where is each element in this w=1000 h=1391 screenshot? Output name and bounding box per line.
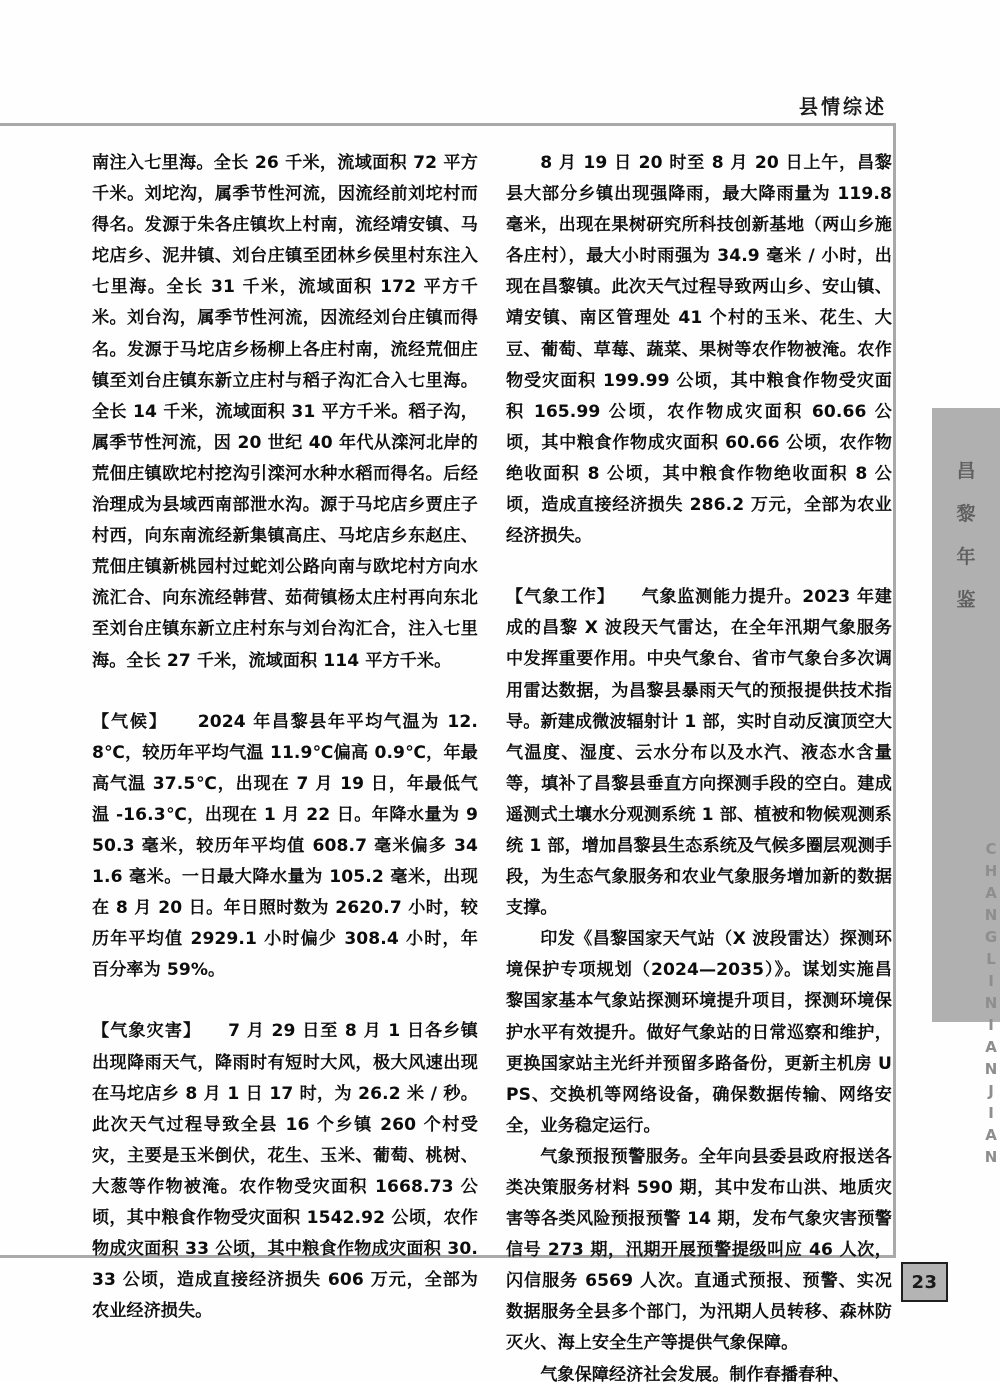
text-frame-top-rule bbox=[0, 123, 896, 126]
text-frame-right-rule bbox=[893, 123, 896, 1258]
paragraph-text: 7 月 29 日至 8 月 1 日各乡镇出现降雨天气，降雨时有短时大风，极大风速出现在马坨店乡 8 月 1 日 17 时，为 26.2 米 / 秒。此次天气过程导致全县 16 个乡镇 260 个村受灾，主要是玉米倒伏，花生、玉米、葡萄、桃树、大葱等作物被淹。农作物受灾面积 1668.73 公顷，其中粮食作物受灾面积 1542.92 公顷，农作物成灾面积 33 公顷，其中粮食作物成灾面积 30.33 公顷，造成直接经济损失 606 万元，全部为农业经济损失。 bbox=[92, 1021, 478, 1322]
paragraph-economic-social-support bbox=[506, 1360, 892, 1391]
paragraph-meteorological-disaster bbox=[92, 1016, 478, 1327]
paragraph-text: 南注入七里海。全长 26 千米，流域面积 72 平方千米。刘坨沟，属季节性河流，因流经前刘坨村而得名。发源于朱各庄镇坎上村南，流经靖安镇、马坨店乡、泥井镇、刘台庄镇至团林乡侯里村东注入七里海。全长 31 千米，流域面积 172 平方千米。刘台沟，属季节性河流，因流经刘台庄镇而得名。发源于马坨店乡杨柳上各庄村南，流经荒佃庄镇至刘台庄镇东新立庄村与稻子沟汇合入七里海。全长 14 千米，流域面积 31 平方千米。稻子沟，属季节性河流，因 20 世纪 40 年代从滦河北岸的荒佃庄镇欧坨村挖沟引滦河水种水稻而得名。后经治理成为县域西南部泄水沟。源于马坨店乡贾庄子村西，向东南流经新集镇高庄、马坨店乡东赵庄、荒佃庄镇新桃园村过蛇刘公路向南与欧坨村方向水流汇合、向东流经韩营、茹荷镇杨太庄村再向东北至刘台庄镇东新立庄村东与刘台沟汇合，注入七里海。全长 27 千米，流域面积 114 平方千米。 bbox=[92, 153, 478, 671]
paragraph-august-rainstorm bbox=[506, 148, 892, 552]
section-heading-meteorological-disaster: 【气象灾害】 bbox=[92, 1021, 202, 1042]
paragraph-text: 气象保障经济社会发展。制作春播春种、 bbox=[540, 1364, 850, 1385]
side-tab-pinyin: CHANGLINIANJIAN bbox=[982, 840, 1000, 1170]
left-text-column bbox=[92, 148, 478, 1322]
section-heading-meteorological-work: 【气象工作】 bbox=[506, 587, 615, 608]
page-number: 23 bbox=[911, 1271, 938, 1293]
right-text-column bbox=[506, 148, 892, 1385]
paragraph-meteorological-work bbox=[506, 582, 892, 924]
paragraph-climate bbox=[92, 707, 478, 987]
page-number-badge bbox=[901, 1262, 948, 1302]
paragraph-text: 印发《昌黎国家天气站（X 波段雷达）探测环境保护专项规划（2024—2035）》。谋划实施昌黎国家基本气象站探测环境提升项目，探测环境保护水平有效提升。做好气象站的日常巡察和维护，更换国家站主光纤并预留多路备份，更新主机房 UPS、交换机等网络设备，确保数据传输、网络安全，业务稳定运行。 bbox=[506, 929, 892, 1136]
side-tab-chinese-title bbox=[932, 450, 1000, 622]
paragraph-text: 2024 年昌黎县年平均气温为 12.8℃，较历年平均气温 11.9℃偏高 0.9℃，年最高气温 37.5℃，出现在 7 月 19 日，年最低气温 -16.3℃，出现在 1 月 22 日。年降水量为 950.3 毫米，较历年平均值 608.7 毫米偏多 341.6 毫米。一日最大降水量为 105.2 毫米，出现在 8 月 20 日。年日照时数为 2620.7 小时，较历年平均值 2929.1 小时偏少 308.4 小时，年百分率为 59%。 bbox=[92, 711, 478, 981]
paragraph-text: 气象监测能力提升。2023 年建成的昌黎 X 波段天气雷达，在全年汛期气象服务中发挥重要作用。中央气象台、省市气象台多次调用雷达数据，为昌黎县暴雨天气的预报提供技术指导。新建成微波辐射计 1 部，实时自动反演顶空大气温度、湿度、云水分布以及水汽、液态水含量等，填补了昌黎县垂直方向探测手段的空白。建成遥测式土壤水分观测系统 1 部、植被和物候观测系统 1 部，增加昌黎县生态系统及气候多圈层观测手段，为生态气象服务和农业气象服务增加新的数据支撑。 bbox=[506, 587, 892, 919]
heading-spacer bbox=[175, 712, 190, 732]
paragraph-text: 气象预报预警服务。全年向县委县政府报送各类决策服务材料 590 期，其中发布山洪、地质灾害等各类风险预报预警 14 期，发布气象灾害预警信号 273 期，汛期开展预警提级叫应 46 人次，闪信服务 6569 人次。直通式预报、预警、实况数据服务全县多个部门，为汛期人员转移、森林防灭火、海上安全生产等提供气象保障。 bbox=[506, 1146, 892, 1354]
side-tab-char-4: 鉴 bbox=[956, 589, 976, 611]
running-header bbox=[0, 92, 895, 119]
section-heading-climate: 【气候】 bbox=[92, 711, 168, 732]
side-tab-char-2: 黎 bbox=[956, 503, 976, 525]
running-header-title: 县情综述 bbox=[798, 95, 887, 119]
paragraph-text: 8 月 19 日 20 时至 8 月 20 日上午，昌黎县大部分乡镇出现强降雨，最大降雨量为 119.8 毫米，出现在果树研究所科技创新基地（两山乡施各庄村），最大小时雨强为 34.9 毫米 / 小时，出现在昌黎镇。此次天气过程导致两山乡、安山镇、靖安镇、南区管理处 41 个村的玉米、花生、大豆、葡萄、草莓、蔬菜、果树等农作物被淹。农作物受灾面积 199.99 公顷，其中粮食作物受灾面积 165.99 公顷，农作物成灾面积 60.66 公顷，其中粮食作物成灾面积 60.66 公顷，农作物绝收面积 8 公顷，其中粮食作物绝收面积 8 公顷，造成直接经济损失 286.2 万元，全部为农业经济损失。 bbox=[506, 153, 892, 547]
heading-spacer bbox=[208, 1021, 221, 1041]
paragraph-detection-environment-plan bbox=[506, 924, 892, 1142]
side-tab-char-1: 昌 bbox=[956, 460, 976, 482]
paragraph-forecast-warning-service bbox=[506, 1142, 892, 1360]
side-thumb-tab bbox=[932, 408, 1000, 1170]
side-tab-char-3: 年 bbox=[956, 546, 976, 568]
paragraph-rivers-continued bbox=[92, 148, 478, 677]
heading-spacer bbox=[622, 587, 635, 607]
body-columns bbox=[92, 148, 892, 1385]
